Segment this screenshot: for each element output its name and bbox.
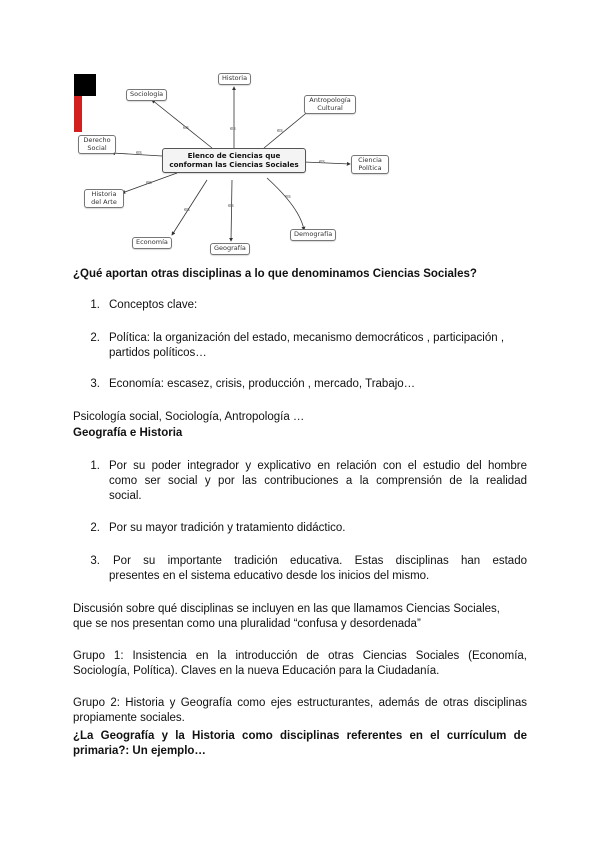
list2-item1-number: 1. [90,460,100,472]
list1-item2-line2: partidos políticos… [109,347,207,359]
node-demografia: Demografía [290,229,336,241]
node-ciencia-politica: Ciencia Política [351,155,389,174]
link-label-historia-arte: es [146,180,152,186]
node-sociologia: Sociología [126,89,167,101]
grupo1-line2: Sociología, Política). Claves en la nueva Educación para la Ciudadanía. [73,665,440,677]
concept-map-center-node: Elenco de Ciencias que conforman las Ciencias Sociales [162,148,306,173]
link-label-ciencia-politica: es [319,159,325,165]
question-title: ¿Qué aportan otras disciplinas a lo que denominamos Ciencias Sociales? [73,268,477,280]
link-geografia [231,180,232,241]
node-economia: Economía [132,237,172,249]
list1-item2-number: 2. [90,332,100,344]
list2-item2-number: 2. [90,522,100,534]
list2-item2-line1: Por su mayor tradición y tratamiento didáctico. [109,522,346,534]
list1-item3-number: 3. [90,378,100,390]
link-label-geografia: es [228,203,234,209]
link-label-historia: es [230,126,236,132]
final-heading-line1: ¿La Geografía y la Historia como disciplinas referentes en el currículum de [73,730,527,742]
node-geografia: Geografía [210,243,250,255]
list2-item3-line1: Por su importante tradición educativa. Estas disciplinas han estado [113,555,527,567]
node-historia-arte: Historia del Arte [84,189,124,208]
node-historia: Historia [218,73,251,85]
link-label-economia: es [184,207,190,213]
grupo1-line1: Grupo 1: Insistencia en la introducción de otras Ciencias Sociales (Economía, [73,650,527,662]
link-label-demografia: es [285,194,291,200]
final-heading-line2: primaria?: Un ejemplo… [73,745,206,757]
link-label-antropologia: es [277,128,283,134]
list2-item3-line2: presentes en el sistema educativo desde los inicios del mismo. [109,570,430,582]
list2-item1-line1: Por su poder integrador y explicativo en relación con el estudio del hombre [109,460,527,472]
list2-item3-number: 3. [90,555,100,567]
link-sociologia [152,100,212,148]
discusion-line2: que se nos presentan como una pluralidad “confusa y desordenada” [73,618,421,630]
link-ciencia-politica [304,162,350,164]
geo-hist-heading: Geografía e Historia [73,427,183,439]
list2-item1-line3: social. [109,490,142,502]
concept-map [72,70,392,260]
link-demografia [267,178,304,230]
node-antropologia: Antropología Cultural [304,95,356,114]
discusion-line1: Discusión sobre qué disciplinas se incluyen en las que llamamos Ciencias Sociales, [73,603,500,615]
grupo2-line2: propiamente sociales. [73,712,185,724]
link-label-derecho: es [136,150,142,156]
list2-item1-line2: como ser social y por las contribuciones a la comprensión de la realidad [109,475,527,487]
link-antropologia [264,110,310,148]
list1-item3-text: Economía: escasez, crisis, producción , mercado, Trabajo… [109,378,416,390]
list1-item1-number: 1. [90,299,100,311]
node-derecho-social: Derecho Social [78,135,116,154]
list1-item2-line1: Política: la organización del estado, mecanismo democráticos , participación , [109,332,505,344]
link-label-sociologia: es [183,125,189,131]
grupo2-line1: Grupo 2: Historia y Geografía como ejes estructurantes, además de otras disciplinas [73,697,527,709]
psicologia-line: Psicología social, Sociología, Antropología … [73,411,305,423]
list1-item1-text: Conceptos clave: [109,299,198,311]
